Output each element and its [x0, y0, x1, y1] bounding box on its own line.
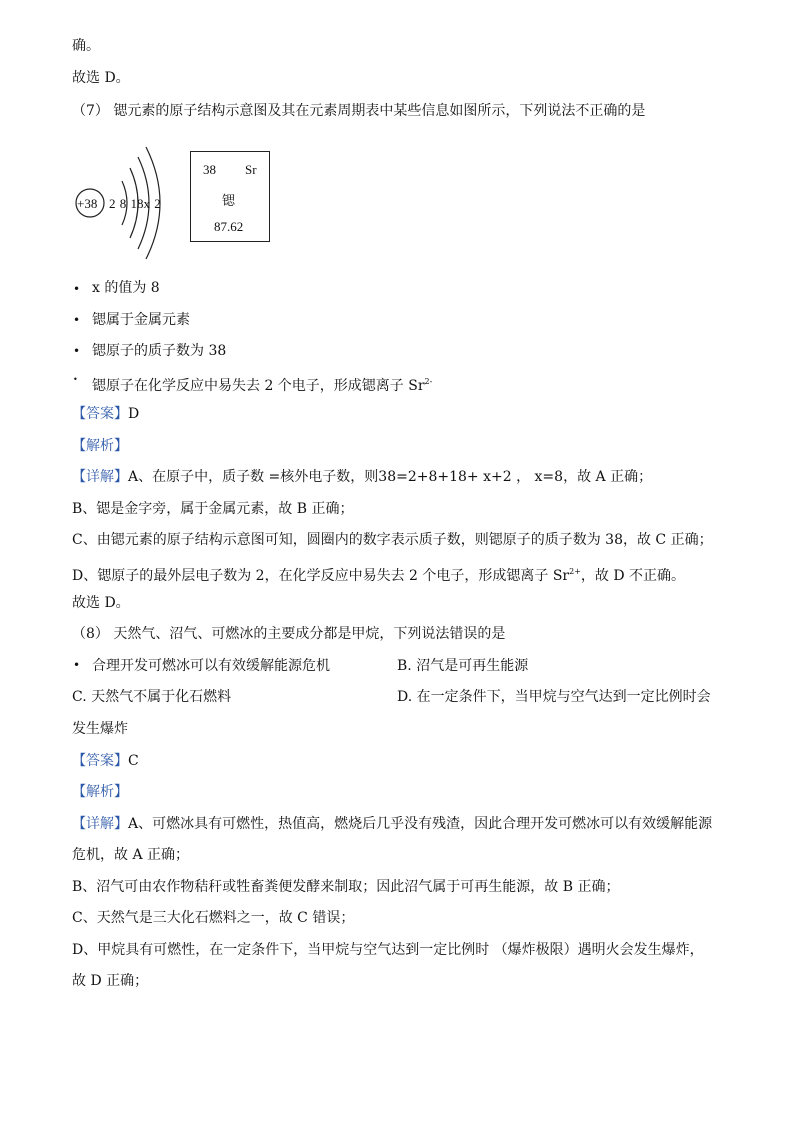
detail-a-text: A、在原子中，质子数 =核外电子数，则38=2+8+18+ x+2 ， x=8，故 A 正确；	[128, 469, 653, 485]
question-8-stem: （8） 天然气、沼气、可燃冰的主要成分都是甲烷，下列说法错误的是	[72, 626, 506, 642]
option-c: 锶原子的质子数为 38	[92, 343, 227, 359]
element-symbol: Sr	[245, 162, 257, 177]
option-a: x 的值为 8	[92, 280, 160, 296]
answer-value: D	[128, 406, 140, 422]
bullet: •	[73, 282, 81, 296]
option-d-continued: 发生爆炸	[72, 721, 128, 737]
text-line: 确。	[72, 38, 100, 54]
detail-label: 【详解】	[72, 816, 128, 832]
detail-d-text: D、锶原子的最外层电子数为 2，在化学反应中易失去 2 个电子，形成锶离子 Sr	[72, 568, 570, 584]
detail-b-line: B、锶是金字旁，属于金属元素，故 B 正确；	[72, 501, 354, 517]
analysis-label-text: 【解析】	[72, 438, 128, 454]
detail-a-line	[72, 814, 712, 834]
electron-shells-label: 2 8 18x 2	[109, 196, 161, 211]
bullet: •	[73, 344, 81, 358]
element-name: 锶	[222, 194, 236, 209]
bullet: •	[73, 313, 81, 327]
answer-value: C	[128, 753, 139, 769]
question-7-stem: （7） 锶元素的原子结构示意图及其在元素周期表中某些信息如图所示，下列说法不正确的是	[72, 103, 646, 119]
answer-line	[72, 751, 139, 771]
option-d: D. 在一定条件下，当甲烷与空气达到一定比例时会	[397, 689, 711, 705]
detail-d-line: D、甲烷具有可燃性，在一定条件下，当甲烷与空气达到一定比例时 （爆炸极限）遇明火会发生爆炸，	[72, 942, 704, 958]
answer-label: 【答案】	[72, 406, 128, 422]
periodic-table-card	[190, 151, 270, 242]
bullet: •	[73, 658, 81, 672]
detail-b-line: B、沼气可由农作物秸秆或牲畜粪便发酵来制取；因此沼气属于可再生能源，故 B 正确；	[72, 879, 620, 895]
ion-charge: 2-	[424, 377, 433, 386]
text-line: 故选 D。	[72, 70, 130, 86]
option-d	[92, 372, 432, 396]
analysis-label	[72, 436, 128, 456]
detail-a-text: A、可燃冰具有可燃性，热值高，燃烧后几乎没有残渣，因此合理开发可燃冰可以有效缓解能源	[128, 816, 713, 832]
detail-d-end: ，故 D 不正确。	[580, 568, 686, 584]
option-c: C. 天然气不属于化石燃料	[72, 689, 232, 705]
answer-label: 【答案】	[72, 753, 128, 769]
detail-a-line	[72, 467, 652, 487]
detail-label: 【详解】	[72, 469, 128, 485]
analysis-label	[72, 782, 128, 802]
option-b: B. 沼气是可再生能源	[397, 658, 529, 674]
detail-c-line: C、天然气是三大化石燃料之一，故 C 错误；	[72, 910, 355, 926]
atomic-number: 38	[203, 162, 216, 177]
detail-c-line: C、由锶元素的原子结构示意图可知，圆圈内的数字表示质子数，则锶原子的质子数为 38，故 C 正确；	[72, 532, 713, 548]
answer-line	[72, 404, 139, 424]
option-b: 锶属于金属元素	[92, 312, 190, 328]
nucleus-label: +38	[77, 196, 98, 211]
option-d-text: 锶原子在化学反应中易失去 2 个电子，形成锶离子 Sr	[92, 378, 425, 394]
conclusion-line: 故选 D。	[72, 595, 130, 611]
ion-charge: 2+	[569, 567, 581, 576]
detail-a-continued: 危机，故 A 正确；	[72, 847, 190, 863]
detail-d-continued: 故 D 正确；	[72, 973, 149, 989]
bullet: •	[73, 375, 78, 384]
detail-d-line	[72, 562, 685, 586]
option-a: 合理开发可燃冰可以有效缓解能源危机	[92, 658, 330, 674]
analysis-label-text: 【解析】	[72, 784, 128, 800]
atomic-mass: 87.62	[214, 219, 244, 234]
